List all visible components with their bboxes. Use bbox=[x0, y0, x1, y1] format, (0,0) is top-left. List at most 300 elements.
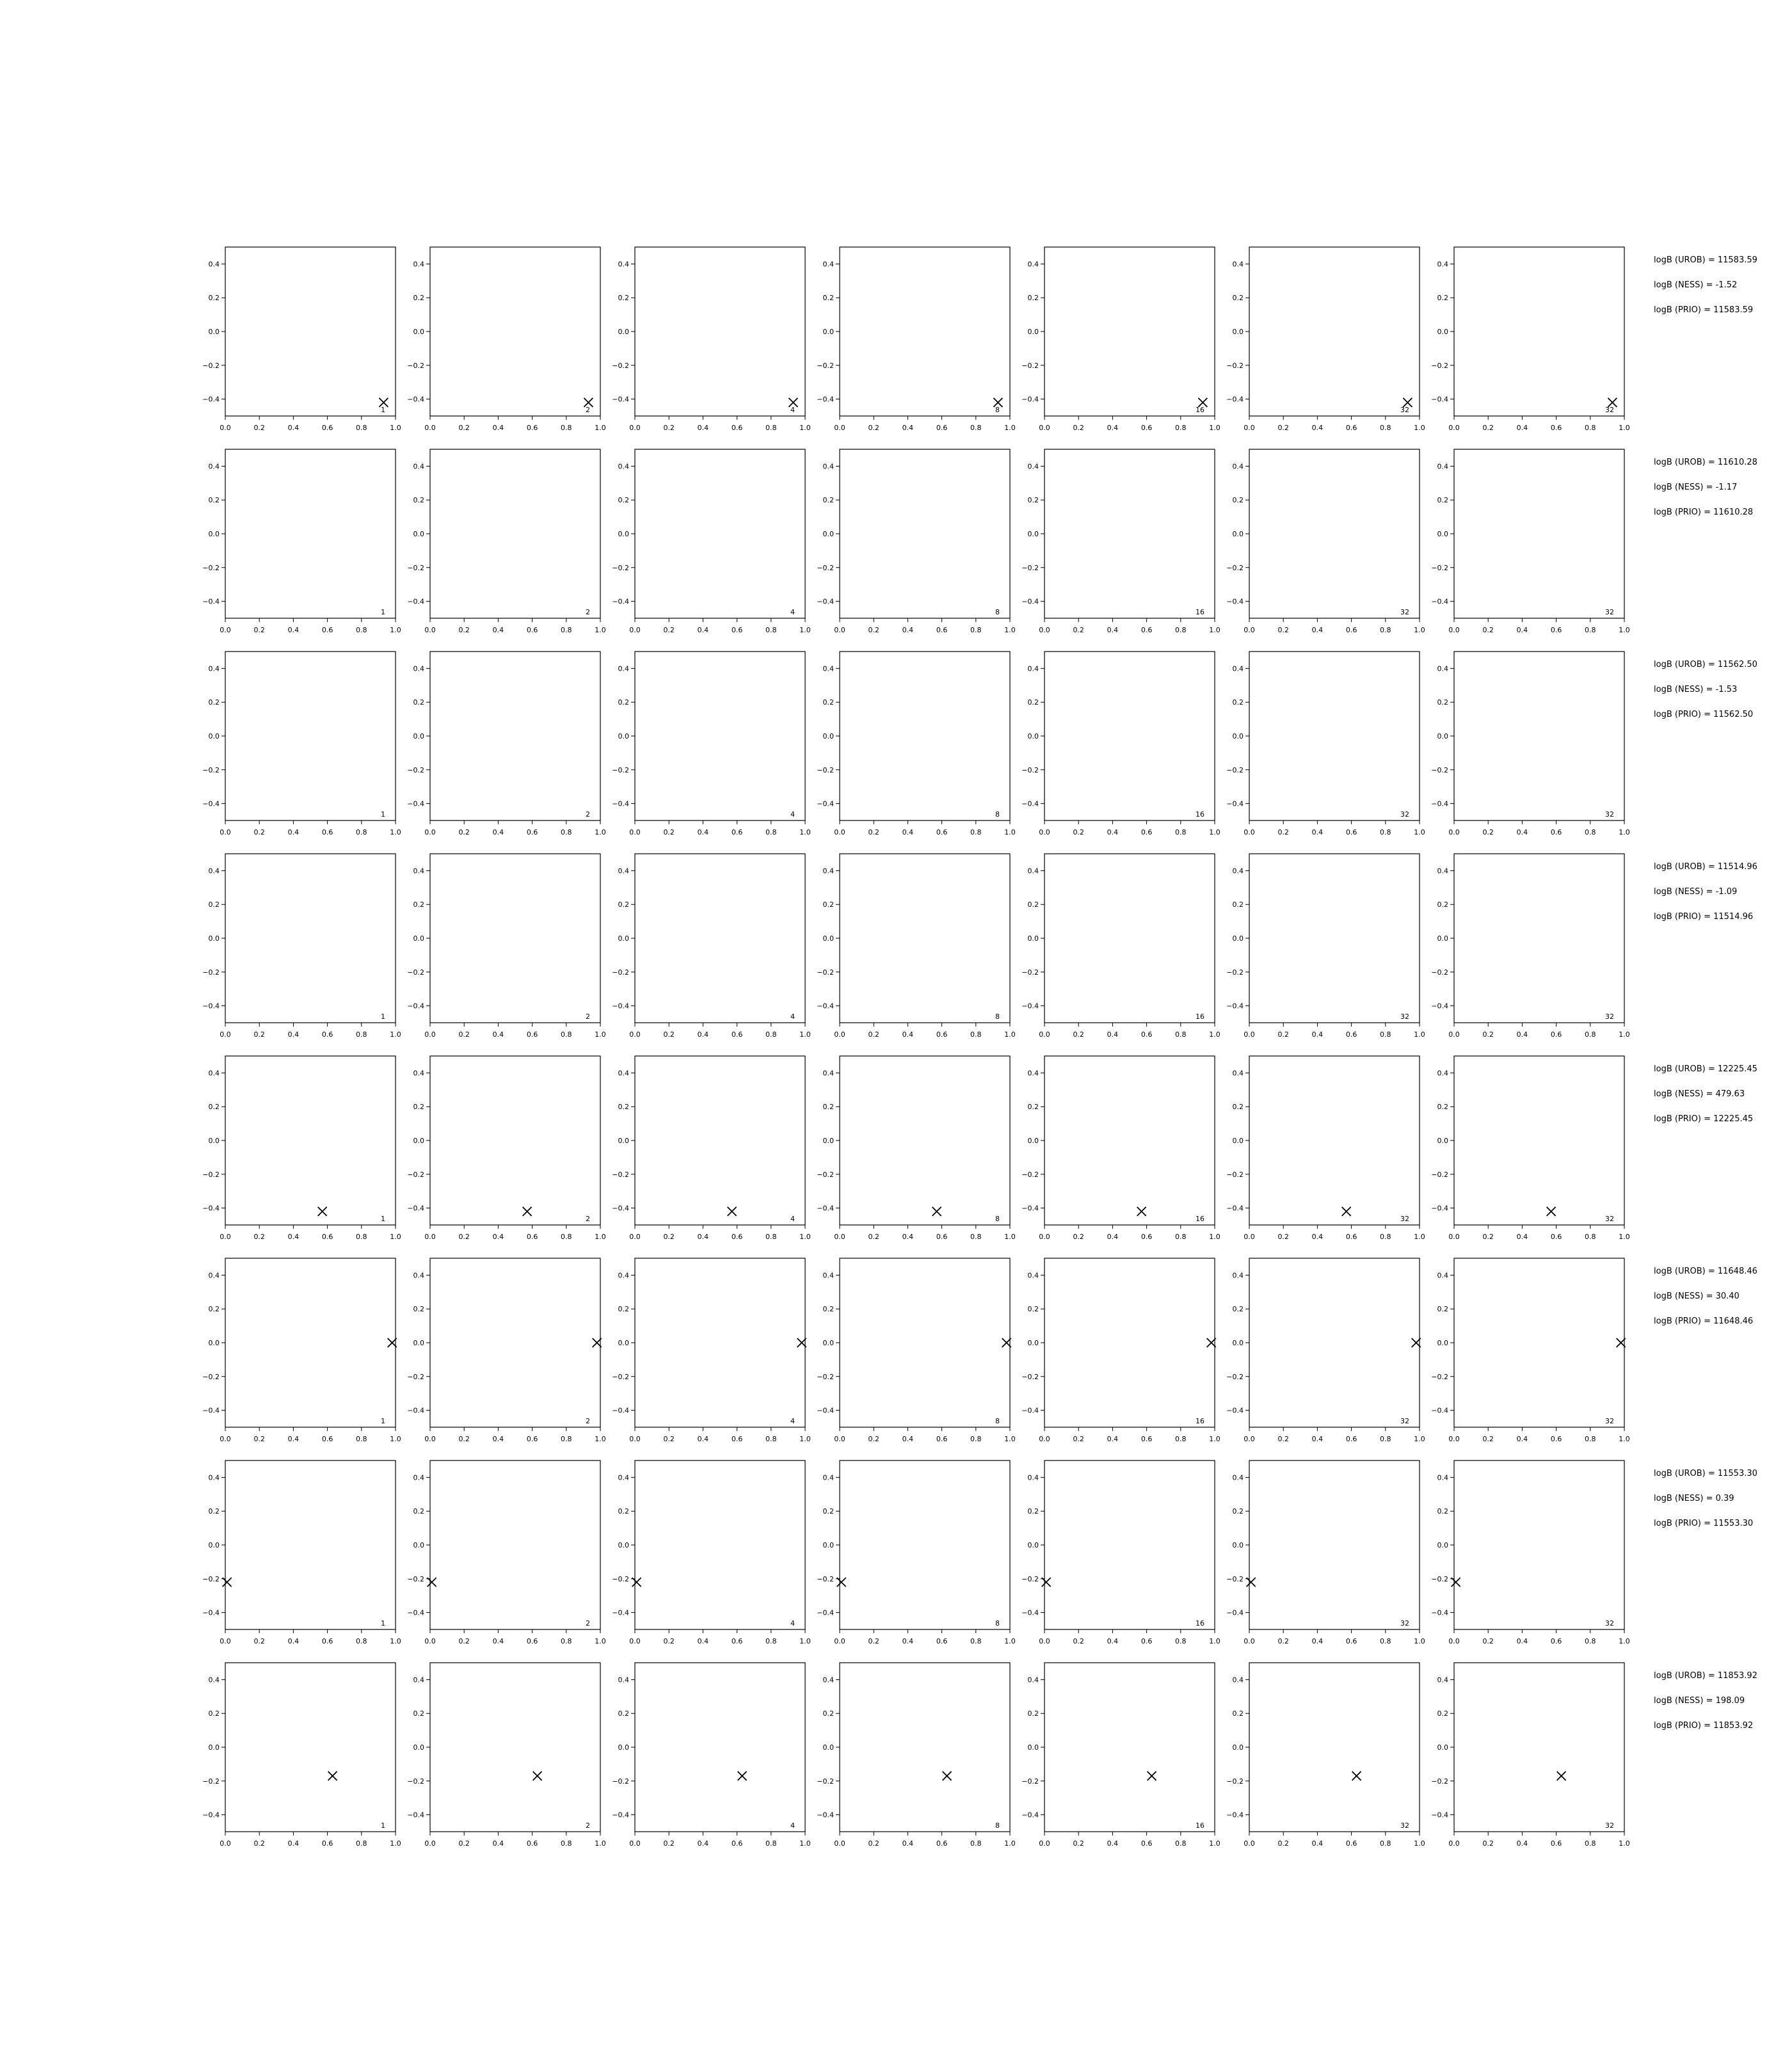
subplot-r4-c5 bbox=[1021, 851, 1220, 1039]
panel-label: 32 bbox=[1605, 1619, 1614, 1628]
y-tick-label: −0.4 bbox=[1021, 1811, 1039, 1820]
x-tick-label: 0.0 bbox=[1448, 1030, 1460, 1039]
x-tick-label: 1.0 bbox=[1209, 1435, 1220, 1443]
y-tick-label: −0.2 bbox=[1431, 968, 1448, 977]
logb-annotation: logB (NESS) = 0.39 bbox=[1654, 1494, 1734, 1503]
x-tick-label: 0.6 bbox=[1140, 1435, 1153, 1443]
panel-label: 4 bbox=[790, 1417, 795, 1425]
y-tick-label: 0.4 bbox=[1232, 1069, 1244, 1078]
x-tick-label: 0.0 bbox=[1039, 828, 1050, 836]
marker-x bbox=[533, 1772, 542, 1780]
x-tick-label: 0.8 bbox=[1380, 1637, 1391, 1645]
panel-label: 1 bbox=[381, 810, 385, 819]
panel-label: 2 bbox=[586, 1215, 590, 1223]
x-tick-label: 0.4 bbox=[902, 424, 914, 432]
x-tick-label: 0.4 bbox=[697, 1233, 709, 1241]
y-tick-label: 0.0 bbox=[208, 328, 220, 336]
x-tick-label: 0.2 bbox=[1482, 1435, 1494, 1443]
x-tick-label: 0.6 bbox=[731, 1030, 743, 1039]
y-tick-label: 0.2 bbox=[208, 1305, 220, 1314]
x-tick-label: 0.8 bbox=[356, 828, 367, 836]
subplot-r2-c6 bbox=[1226, 445, 1425, 634]
x-tick-label: 0.0 bbox=[424, 626, 436, 634]
subplot-r1-c2 bbox=[407, 244, 605, 432]
x-tick-label: 0.8 bbox=[356, 1637, 367, 1645]
y-tick-label: 0.2 bbox=[822, 1103, 834, 1112]
x-tick-label: 0.6 bbox=[526, 1435, 538, 1443]
y-tick-label: 0.2 bbox=[822, 900, 834, 909]
subplot-frame bbox=[840, 652, 1010, 820]
subplot-r7-c7 bbox=[1431, 1456, 1629, 1645]
x-tick-label: 0.8 bbox=[970, 1637, 982, 1645]
x-tick-label: 0.2 bbox=[868, 626, 879, 634]
x-tick-label: 0.0 bbox=[220, 626, 231, 634]
y-tick-label: 0.0 bbox=[618, 328, 629, 336]
subplot-frame bbox=[225, 449, 396, 618]
y-tick-label: 0.4 bbox=[1232, 664, 1244, 673]
y-tick-label: −0.4 bbox=[612, 1204, 629, 1213]
marker-x bbox=[318, 1207, 327, 1216]
x-tick-label: 0.6 bbox=[1345, 626, 1357, 634]
x-tick-label: 1.0 bbox=[1414, 1435, 1425, 1443]
y-tick-label: −0.2 bbox=[1021, 361, 1039, 370]
x-tick-label: 0.8 bbox=[765, 1839, 777, 1848]
y-tick-label: 0.2 bbox=[1437, 698, 1448, 707]
y-tick-label: 0.4 bbox=[822, 462, 834, 471]
y-tick-label: 0.0 bbox=[618, 934, 629, 943]
x-tick-label: 0.6 bbox=[1550, 1839, 1562, 1848]
y-tick-label: −0.4 bbox=[1226, 1002, 1244, 1011]
x-tick-label: 1.0 bbox=[595, 1030, 606, 1039]
x-tick-label: 0.8 bbox=[1585, 1637, 1596, 1645]
subplot-frame bbox=[1249, 1663, 1420, 1832]
y-tick-label: −0.4 bbox=[1226, 1204, 1244, 1213]
x-tick-label: 0.8 bbox=[970, 626, 982, 634]
subplot-r5-c6 bbox=[1226, 1052, 1425, 1241]
y-tick-label: 0.4 bbox=[1232, 260, 1244, 269]
y-tick-label: −0.2 bbox=[202, 1777, 220, 1786]
x-tick-label: 0.0 bbox=[629, 1839, 641, 1848]
x-tick-label: 0.8 bbox=[561, 626, 572, 634]
y-tick-label: −0.4 bbox=[407, 1204, 424, 1213]
panel-label: 2 bbox=[586, 1821, 590, 1830]
x-tick-label: 0.2 bbox=[1073, 1839, 1084, 1848]
y-tick-label: −0.4 bbox=[1431, 1406, 1448, 1415]
y-tick-label: −0.2 bbox=[817, 1574, 834, 1583]
y-tick-label: −0.4 bbox=[612, 1811, 629, 1820]
x-tick-label: 0.2 bbox=[1277, 1637, 1289, 1645]
panel-label: 32 bbox=[1400, 1012, 1409, 1021]
y-tick-label: −0.2 bbox=[612, 361, 629, 370]
x-tick-label: 1.0 bbox=[799, 1030, 811, 1039]
y-tick-label: −0.4 bbox=[202, 395, 220, 404]
x-tick-label: 0.6 bbox=[1140, 828, 1153, 836]
x-tick-label: 1.0 bbox=[1004, 424, 1016, 432]
x-tick-label: 0.2 bbox=[253, 424, 265, 432]
marker-x bbox=[1352, 1772, 1361, 1780]
x-tick-label: 0.8 bbox=[765, 828, 777, 836]
y-tick-label: 0.2 bbox=[1232, 1709, 1244, 1718]
logb-annotation: logB (UROB) = 12225.45 bbox=[1654, 1064, 1757, 1074]
logb-annotation: logB (UROB) = 11648.46 bbox=[1654, 1267, 1757, 1276]
y-tick-label: 0.2 bbox=[1232, 1103, 1244, 1112]
x-tick-label: 0.0 bbox=[220, 1839, 231, 1848]
x-tick-label: 0.2 bbox=[253, 1030, 265, 1039]
y-tick-label: 0.0 bbox=[413, 934, 424, 943]
subplot-r5-c1 bbox=[202, 1052, 401, 1241]
subplot-frame bbox=[430, 1056, 600, 1225]
y-tick-label: 0.2 bbox=[413, 1305, 424, 1314]
y-tick-label: 0.4 bbox=[822, 1676, 834, 1684]
x-tick-label: 0.4 bbox=[902, 1637, 914, 1645]
x-tick-label: 0.6 bbox=[1345, 1233, 1357, 1241]
y-tick-label: 0.4 bbox=[618, 1676, 629, 1684]
subplot-r6-c7 bbox=[1431, 1256, 1629, 1443]
y-tick-label: 0.0 bbox=[208, 1339, 220, 1347]
subplot-frame bbox=[225, 1056, 396, 1225]
y-tick-label: −0.4 bbox=[1226, 799, 1244, 808]
subplot-frame bbox=[840, 449, 1010, 618]
panel-label: 4 bbox=[790, 1012, 795, 1021]
y-tick-label: 0.2 bbox=[1437, 1507, 1448, 1516]
x-tick-label: 0.2 bbox=[253, 626, 265, 634]
subplot-r4-c6 bbox=[1226, 851, 1425, 1039]
subplot-r7-c4 bbox=[817, 1459, 1015, 1645]
subplot-r6-c3 bbox=[612, 1254, 810, 1443]
y-tick-label: −0.4 bbox=[1431, 597, 1448, 606]
x-tick-label: 0.4 bbox=[1107, 1030, 1119, 1039]
x-tick-label: 0.0 bbox=[1244, 1030, 1255, 1039]
x-tick-label: 1.0 bbox=[799, 828, 811, 836]
subplot-frame bbox=[1454, 1258, 1624, 1427]
x-tick-label: 0.0 bbox=[1244, 1435, 1255, 1443]
x-tick-label: 0.6 bbox=[731, 1233, 743, 1241]
x-tick-label: 1.0 bbox=[1619, 424, 1630, 432]
x-tick-label: 0.6 bbox=[1140, 1839, 1153, 1848]
x-tick-label: 1.0 bbox=[595, 424, 606, 432]
y-tick-label: −0.2 bbox=[1021, 1777, 1039, 1786]
x-tick-label: 0.4 bbox=[1516, 1839, 1528, 1848]
y-tick-label: 0.4 bbox=[1027, 1676, 1039, 1684]
x-tick-label: 0.2 bbox=[1073, 828, 1084, 836]
subplot-r2-c5 bbox=[1021, 444, 1220, 634]
subplot-r3-c5 bbox=[1021, 647, 1220, 836]
x-tick-label: 0.8 bbox=[1175, 1637, 1187, 1645]
y-tick-label: 0.4 bbox=[1437, 1676, 1448, 1684]
x-tick-label: 0.8 bbox=[356, 1030, 367, 1039]
y-tick-label: 0.4 bbox=[1437, 664, 1448, 673]
x-tick-label: 0.6 bbox=[731, 1435, 743, 1443]
x-tick-label: 0.6 bbox=[1550, 1637, 1562, 1645]
x-tick-label: 1.0 bbox=[1004, 1435, 1016, 1443]
subplot-frame bbox=[1454, 1663, 1624, 1832]
x-tick-label: 0.0 bbox=[834, 1233, 845, 1241]
subplot-r5-c4 bbox=[817, 1048, 1015, 1241]
x-tick-label: 0.4 bbox=[287, 1839, 300, 1848]
y-tick-label: 0.2 bbox=[618, 698, 629, 707]
panel-label: 32 bbox=[1400, 406, 1409, 414]
x-tick-label: 0.8 bbox=[765, 1637, 777, 1645]
x-tick-label: 0.0 bbox=[1448, 1839, 1460, 1848]
x-tick-label: 0.6 bbox=[1140, 1637, 1153, 1645]
y-tick-label: −0.2 bbox=[407, 1777, 424, 1786]
y-tick-label: −0.2 bbox=[407, 765, 424, 774]
y-tick-label: 0.0 bbox=[1027, 1137, 1039, 1145]
subplot-frame bbox=[225, 247, 396, 416]
y-tick-label: 0.2 bbox=[618, 1507, 629, 1516]
x-tick-label: 0.2 bbox=[663, 1233, 675, 1241]
y-tick-label: 0.0 bbox=[618, 1137, 629, 1145]
x-tick-label: 0.8 bbox=[765, 626, 777, 634]
subplot-r8-c1 bbox=[202, 1662, 401, 1848]
x-tick-label: 0.6 bbox=[1345, 828, 1357, 836]
x-tick-label: 0.6 bbox=[1550, 1030, 1562, 1039]
y-tick-label: −0.4 bbox=[612, 1608, 629, 1617]
y-tick-label: 0.2 bbox=[822, 496, 834, 505]
x-tick-label: 0.6 bbox=[321, 424, 333, 432]
y-tick-label: 0.0 bbox=[1027, 328, 1039, 336]
subplot-r2-c2 bbox=[407, 442, 605, 634]
y-tick-label: 0.4 bbox=[208, 1069, 220, 1078]
y-tick-label: 0.2 bbox=[1437, 496, 1448, 505]
subplot-r5-c3 bbox=[612, 1049, 810, 1241]
x-tick-label: 0.6 bbox=[936, 626, 948, 634]
x-tick-label: 0.8 bbox=[1585, 828, 1596, 836]
y-tick-label: −0.2 bbox=[1226, 361, 1244, 370]
x-tick-label: 0.2 bbox=[663, 1435, 675, 1443]
subplot-r1-c6 bbox=[1226, 241, 1425, 432]
y-tick-label: 0.2 bbox=[1232, 496, 1244, 505]
x-tick-label: 0.4 bbox=[697, 1637, 709, 1645]
y-tick-label: −0.2 bbox=[612, 968, 629, 977]
y-tick-label: −0.2 bbox=[1226, 1777, 1244, 1786]
x-tick-label: 0.6 bbox=[526, 424, 538, 432]
x-tick-label: 1.0 bbox=[1004, 626, 1016, 634]
subplot-frame bbox=[840, 1663, 1010, 1832]
x-tick-label: 0.0 bbox=[1244, 1839, 1255, 1848]
x-tick-label: 0.4 bbox=[287, 1030, 300, 1039]
subplot-frame bbox=[1044, 1460, 1215, 1629]
x-tick-label: 0.6 bbox=[1140, 1030, 1153, 1039]
x-tick-label: 0.4 bbox=[1516, 1637, 1528, 1645]
y-tick-label: 0.2 bbox=[1232, 1507, 1244, 1516]
x-tick-label: 0.8 bbox=[1175, 1030, 1187, 1039]
y-tick-label: 0.4 bbox=[413, 1676, 424, 1684]
x-tick-label: 1.0 bbox=[799, 1637, 811, 1645]
x-tick-label: 1.0 bbox=[1619, 1030, 1630, 1039]
y-tick-label: 0.4 bbox=[1437, 1069, 1448, 1078]
y-tick-label: 0.0 bbox=[618, 530, 629, 538]
x-tick-label: 0.8 bbox=[1175, 1839, 1187, 1848]
subplot-r8-c7 bbox=[1431, 1663, 1629, 1848]
subplot-r3-c3 bbox=[612, 644, 810, 836]
y-tick-label: 0.0 bbox=[822, 1137, 834, 1145]
subplot-frame bbox=[1454, 1460, 1624, 1629]
x-tick-label: 0.2 bbox=[458, 1839, 470, 1848]
panel-label: 2 bbox=[586, 1417, 590, 1425]
x-tick-label: 0.0 bbox=[1039, 1030, 1050, 1039]
panel-label: 1 bbox=[381, 1619, 385, 1628]
subplot-frame bbox=[225, 1460, 396, 1629]
y-tick-label: −0.2 bbox=[202, 1574, 220, 1583]
panel-label: 2 bbox=[586, 1619, 590, 1628]
y-tick-label: 0.0 bbox=[1437, 1137, 1448, 1145]
y-tick-label: −0.2 bbox=[202, 765, 220, 774]
panel-label: 2 bbox=[586, 1012, 590, 1021]
y-tick-label: −0.2 bbox=[407, 563, 424, 572]
y-tick-label: −0.2 bbox=[1431, 1574, 1448, 1583]
subplot-frame bbox=[430, 1258, 600, 1427]
x-tick-label: 0.8 bbox=[970, 1839, 982, 1848]
y-tick-label: 0.4 bbox=[618, 867, 629, 876]
x-tick-label: 1.0 bbox=[390, 1637, 401, 1645]
x-tick-label: 0.6 bbox=[1550, 1435, 1562, 1443]
y-tick-label: −0.4 bbox=[1021, 1608, 1039, 1617]
logb-annotation: logB (NESS) = 198.09 bbox=[1654, 1696, 1745, 1706]
subplot-frame bbox=[840, 1258, 1010, 1427]
logb-annotation: logB (UROB) = 11562.50 bbox=[1654, 660, 1757, 669]
subplot-r4-c1 bbox=[202, 851, 401, 1039]
x-tick-label: 0.8 bbox=[1585, 424, 1596, 432]
y-tick-label: 0.4 bbox=[618, 1069, 629, 1078]
x-tick-label: 0.2 bbox=[253, 828, 265, 836]
y-tick-label: 0.0 bbox=[1232, 732, 1244, 740]
y-tick-label: 0.4 bbox=[413, 867, 424, 876]
subplot-frame bbox=[635, 1663, 805, 1832]
x-tick-label: 1.0 bbox=[390, 626, 401, 634]
panel-label: 32 bbox=[1400, 1417, 1409, 1425]
y-tick-label: 0.2 bbox=[413, 294, 424, 303]
y-tick-label: −0.2 bbox=[1226, 563, 1244, 572]
y-tick-label: −0.2 bbox=[407, 361, 424, 370]
y-tick-label: 0.4 bbox=[1232, 1676, 1244, 1684]
subplot-frame bbox=[840, 1460, 1010, 1629]
x-tick-label: 0.4 bbox=[1311, 626, 1324, 634]
x-tick-label: 0.6 bbox=[321, 1839, 333, 1848]
y-tick-label: −0.4 bbox=[202, 1406, 220, 1415]
subplot-frame bbox=[1044, 1663, 1215, 1832]
x-tick-label: 0.2 bbox=[663, 828, 675, 836]
logb-annotation: logB (NESS) = -1.52 bbox=[1654, 280, 1738, 290]
y-tick-label: 0.2 bbox=[1437, 1103, 1448, 1112]
y-tick-label: −0.2 bbox=[817, 968, 834, 977]
x-tick-label: 0.8 bbox=[1175, 424, 1187, 432]
y-tick-label: 0.4 bbox=[618, 260, 629, 269]
subplot-r2-c1 bbox=[202, 444, 401, 634]
x-tick-label: 0.6 bbox=[936, 1030, 948, 1039]
x-tick-label: 0.0 bbox=[1039, 1839, 1050, 1848]
x-tick-label: 1.0 bbox=[390, 828, 401, 836]
subplot-r5-c2 bbox=[407, 1052, 605, 1241]
x-tick-label: 1.0 bbox=[1004, 1839, 1016, 1848]
x-tick-label: 0.8 bbox=[1175, 828, 1187, 836]
y-tick-label: 0.0 bbox=[822, 1339, 834, 1347]
x-tick-label: 1.0 bbox=[1209, 424, 1220, 432]
x-tick-label: 0.8 bbox=[1585, 626, 1596, 634]
y-tick-label: −0.4 bbox=[407, 799, 424, 808]
y-tick-label: −0.2 bbox=[817, 1170, 834, 1179]
panel-label: 32 bbox=[1400, 810, 1409, 819]
subplot-r1-c7 bbox=[1431, 244, 1629, 432]
x-tick-label: 0.8 bbox=[970, 828, 982, 836]
x-tick-label: 0.4 bbox=[1107, 626, 1119, 634]
x-tick-label: 0.0 bbox=[629, 1435, 641, 1443]
y-tick-label: 0.2 bbox=[1027, 1305, 1039, 1314]
panel-label: 16 bbox=[1196, 810, 1204, 819]
logb-annotation: logB (NESS) = 479.63 bbox=[1654, 1089, 1745, 1099]
x-tick-label: 0.4 bbox=[1311, 1839, 1324, 1848]
y-tick-label: 0.2 bbox=[208, 1103, 220, 1112]
y-tick-label: 0.4 bbox=[1027, 1271, 1039, 1280]
x-tick-label: 1.0 bbox=[390, 1839, 401, 1848]
subplot-frame bbox=[1249, 247, 1420, 416]
x-tick-label: 0.4 bbox=[1107, 1839, 1119, 1848]
x-tick-label: 0.4 bbox=[287, 626, 300, 634]
subplot-frame bbox=[1454, 449, 1624, 618]
x-tick-label: 1.0 bbox=[1209, 828, 1220, 836]
subplot-frame bbox=[225, 1663, 396, 1832]
y-tick-label: 0.2 bbox=[822, 698, 834, 707]
y-tick-label: 0.0 bbox=[1232, 1137, 1244, 1145]
logb-annotation: logB (NESS) = -1.17 bbox=[1654, 483, 1738, 492]
marker-x bbox=[932, 1207, 941, 1216]
x-tick-label: 0.0 bbox=[1039, 424, 1050, 432]
x-tick-label: 0.4 bbox=[902, 626, 914, 634]
x-tick-label: 0.2 bbox=[663, 1637, 675, 1645]
x-tick-label: 0.4 bbox=[902, 1030, 914, 1039]
y-tick-label: −0.4 bbox=[612, 1002, 629, 1011]
x-tick-label: 1.0 bbox=[1414, 626, 1425, 634]
x-tick-label: 0.0 bbox=[834, 1030, 845, 1039]
panel-label: 32 bbox=[1605, 1012, 1614, 1021]
x-tick-label: 0.8 bbox=[1175, 626, 1187, 634]
subplot-frame bbox=[1249, 652, 1420, 820]
y-tick-label: 0.2 bbox=[822, 294, 834, 303]
y-tick-label: −0.4 bbox=[1021, 1406, 1039, 1415]
y-tick-label: 0.0 bbox=[1437, 934, 1448, 943]
y-tick-label: −0.4 bbox=[1021, 1002, 1039, 1011]
x-tick-label: 1.0 bbox=[1004, 1637, 1016, 1645]
y-tick-label: 0.0 bbox=[822, 1743, 834, 1752]
y-tick-label: 0.0 bbox=[208, 732, 220, 740]
x-tick-label: 0.4 bbox=[492, 1030, 504, 1039]
y-tick-label: 0.2 bbox=[618, 496, 629, 505]
x-tick-label: 0.0 bbox=[834, 626, 845, 634]
y-tick-label: 0.0 bbox=[1437, 328, 1448, 336]
y-tick-label: 0.4 bbox=[1027, 260, 1039, 269]
x-tick-label: 0.8 bbox=[1585, 1435, 1596, 1443]
x-tick-label: 0.2 bbox=[1277, 1839, 1289, 1848]
y-tick-label: 0.2 bbox=[208, 496, 220, 505]
x-tick-label: 0.6 bbox=[526, 1233, 538, 1241]
panel-label: 4 bbox=[790, 608, 795, 616]
subplot-r1-c5 bbox=[1021, 242, 1220, 432]
subplot-r4-c7 bbox=[1431, 849, 1629, 1039]
panel-label: 32 bbox=[1605, 810, 1614, 819]
subplot-r3-c6 bbox=[1226, 646, 1425, 836]
y-tick-label: 0.0 bbox=[1437, 732, 1448, 740]
panel-label: 32 bbox=[1605, 406, 1614, 414]
x-tick-label: 0.2 bbox=[1482, 424, 1494, 432]
y-tick-label: 0.0 bbox=[1232, 328, 1244, 336]
x-tick-label: 0.8 bbox=[1585, 1233, 1596, 1241]
y-tick-label: −0.4 bbox=[202, 1002, 220, 1011]
subplot-frame bbox=[1249, 854, 1420, 1023]
x-tick-label: 0.6 bbox=[1345, 1030, 1357, 1039]
x-tick-label: 0.4 bbox=[287, 1233, 300, 1241]
x-tick-label: 0.2 bbox=[1073, 1030, 1084, 1039]
x-tick-label: 1.0 bbox=[799, 424, 811, 432]
